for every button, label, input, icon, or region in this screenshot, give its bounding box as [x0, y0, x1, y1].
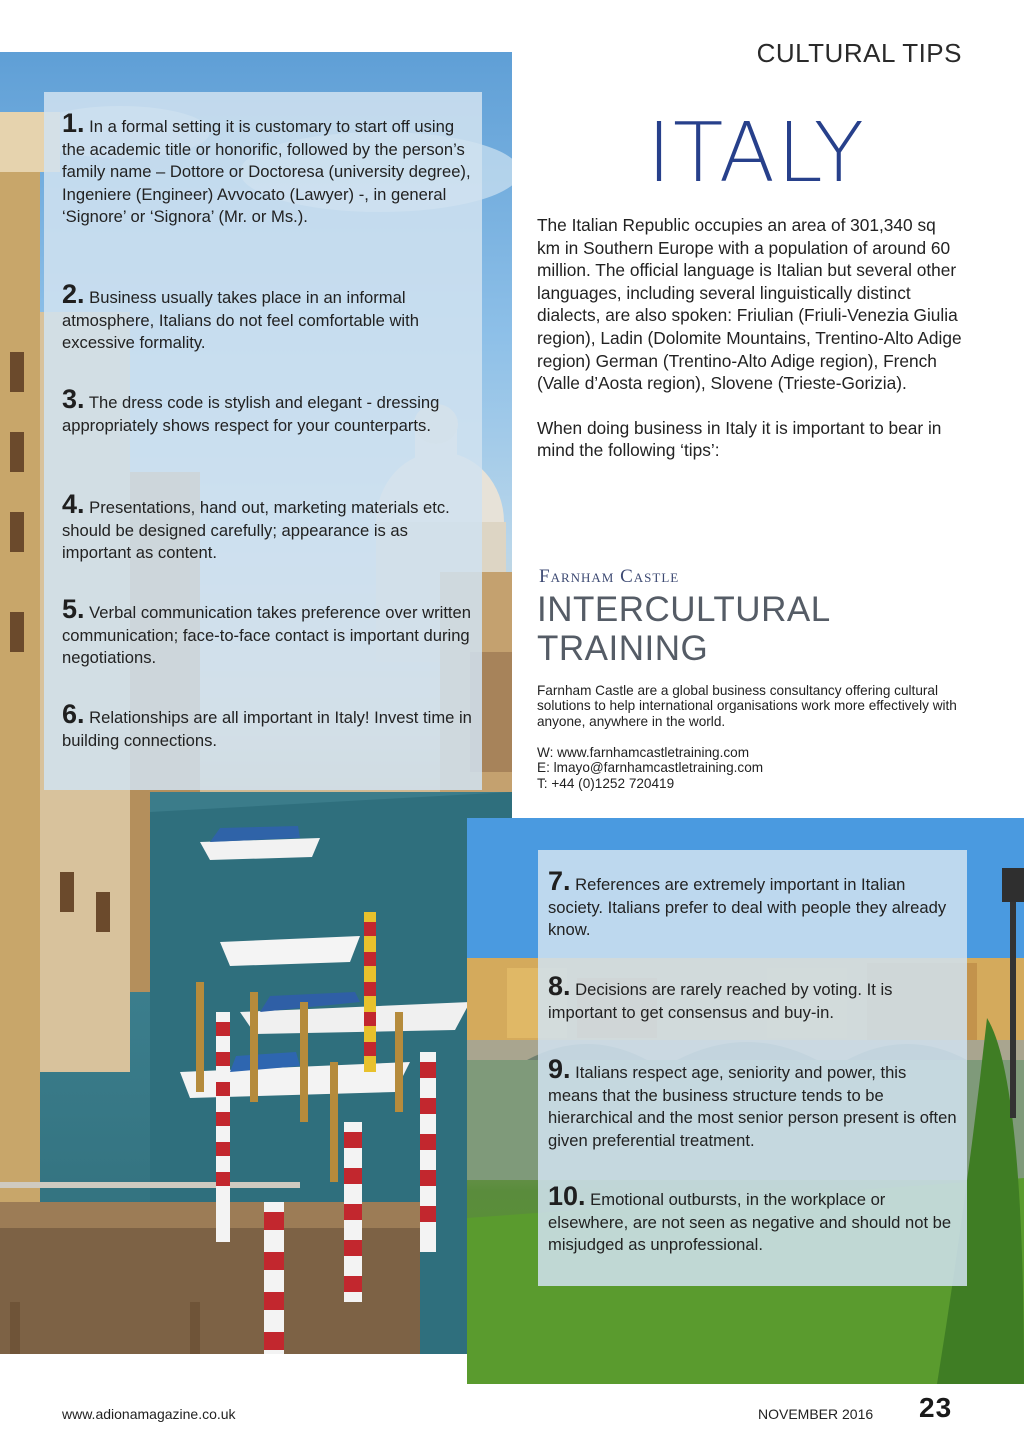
tip-number: 9.: [548, 1054, 571, 1084]
tip-9: [548, 1054, 960, 1152]
tip-number: 10.: [548, 1181, 586, 1211]
ad-email[interactable]: E: lmayo@farnhamcastletraining.com: [537, 760, 764, 775]
footer-date: NOVEMBER 2016: [758, 1406, 874, 1422]
ad-brand: Farnham Castle: [539, 566, 680, 587]
tip-text: Decisions are rarely reached by voting. It is important to get consensus and buy-in.: [548, 980, 893, 1022]
footer-website[interactable]: www.adionamagazine.co.uk: [62, 1406, 236, 1422]
tip-4: [62, 489, 474, 565]
tip-1: [62, 108, 474, 229]
tip-text: Relationships are all important in Italy! Invest time in building connections.: [62, 708, 472, 750]
tip-text: References are extremely important in Italian society. Italians prefer to deal with people they already know.: [548, 875, 947, 939]
tip-text: Verbal communication takes preference over written communication; face-to-face contact is important during negotiations.: [62, 603, 471, 667]
tip-5: [62, 594, 474, 670]
page-number: 23: [919, 1392, 953, 1423]
tip-6: [62, 699, 474, 752]
tip-text: In a formal setting it is customary to start off using the academic title or honorific, followed by the person’s family name – Dottore or Doctoresa (university degree), Ingeniere (Engineer) Avvocato (Lawyer) -, in general ‘Signore’ or ‘Signora’ (Mr. or Ms.).: [62, 117, 471, 226]
ad-website[interactable]: W: www.farnhamcastletraining.com: [537, 745, 750, 760]
tip-7: [548, 866, 960, 942]
tip-3: [62, 384, 474, 437]
tip-text: Italians respect age, seniority and power, this means that the business structure tends to be hierarchical and the most senior person present is often given preferential treatment.: [548, 1063, 957, 1150]
page-title: ITALY: [647, 106, 866, 201]
tip-number: 2.: [62, 279, 85, 309]
tip-8: [548, 971, 960, 1024]
tip-number: 8.: [548, 971, 571, 1001]
ad-phone: T: +44 (0)1252 720419: [537, 776, 675, 791]
photo-overlap-area: [467, 818, 512, 1354]
tip-number: 7.: [548, 866, 571, 896]
tip-text: Presentations, hand out, marketing materials etc. should be designed carefully; appearance is as important as content.: [62, 498, 450, 562]
tip-number: 6.: [62, 699, 85, 729]
tip-number: 5.: [62, 594, 85, 624]
tip-number: 4.: [62, 489, 85, 519]
tip-text: Business usually takes place in an informal atmosphere, Italians do not feel comfortable with excessive formality.: [62, 288, 419, 352]
tip-number: 1.: [62, 108, 85, 138]
ad-heading: [537, 590, 831, 668]
intro-text: [537, 214, 963, 462]
tip-2: [62, 279, 474, 355]
intro-paragraph-1: The Italian Republic occupies an area of 301,340 sq km in Southern Europe with a population of around 60 million. The official language is Italian but several other languages, including several linguistically distinct dialects, are also spoken: Friulian (Friuli-Venezia Giulia region), Ladin (Dolomite Mountains, Trentino-Alto Adige region) German (Trentino-Alto Adige region), French (Valle d’Aosta region), Slovene (Trieste-Gorizia).: [537, 215, 962, 394]
section-label: CULTURAL TIPS: [756, 38, 962, 68]
tip-number: 3.: [62, 384, 85, 414]
tip-text: Emotional outbursts, in the workplace or elsewhere, are not seen as negative and should not be misjudged as unprofessional.: [548, 1190, 952, 1254]
ad-body: Farnham Castle are a global business consultancy offering cultural solutions to help international organisations work more effectively with anyone, anywhere in the world.: [537, 683, 957, 729]
ad-heading-line-1: INTERCULTURAL: [537, 590, 831, 629]
tip-text: The dress code is stylish and elegant - dressing appropriately shows respect for your counterparts.: [62, 393, 440, 435]
ad-heading-line-2: TRAINING: [537, 629, 709, 668]
tip-10: [548, 1181, 960, 1257]
intro-paragraph-2: When doing business in Italy it is important to bear in mind the following ‘tips’:: [537, 417, 942, 461]
